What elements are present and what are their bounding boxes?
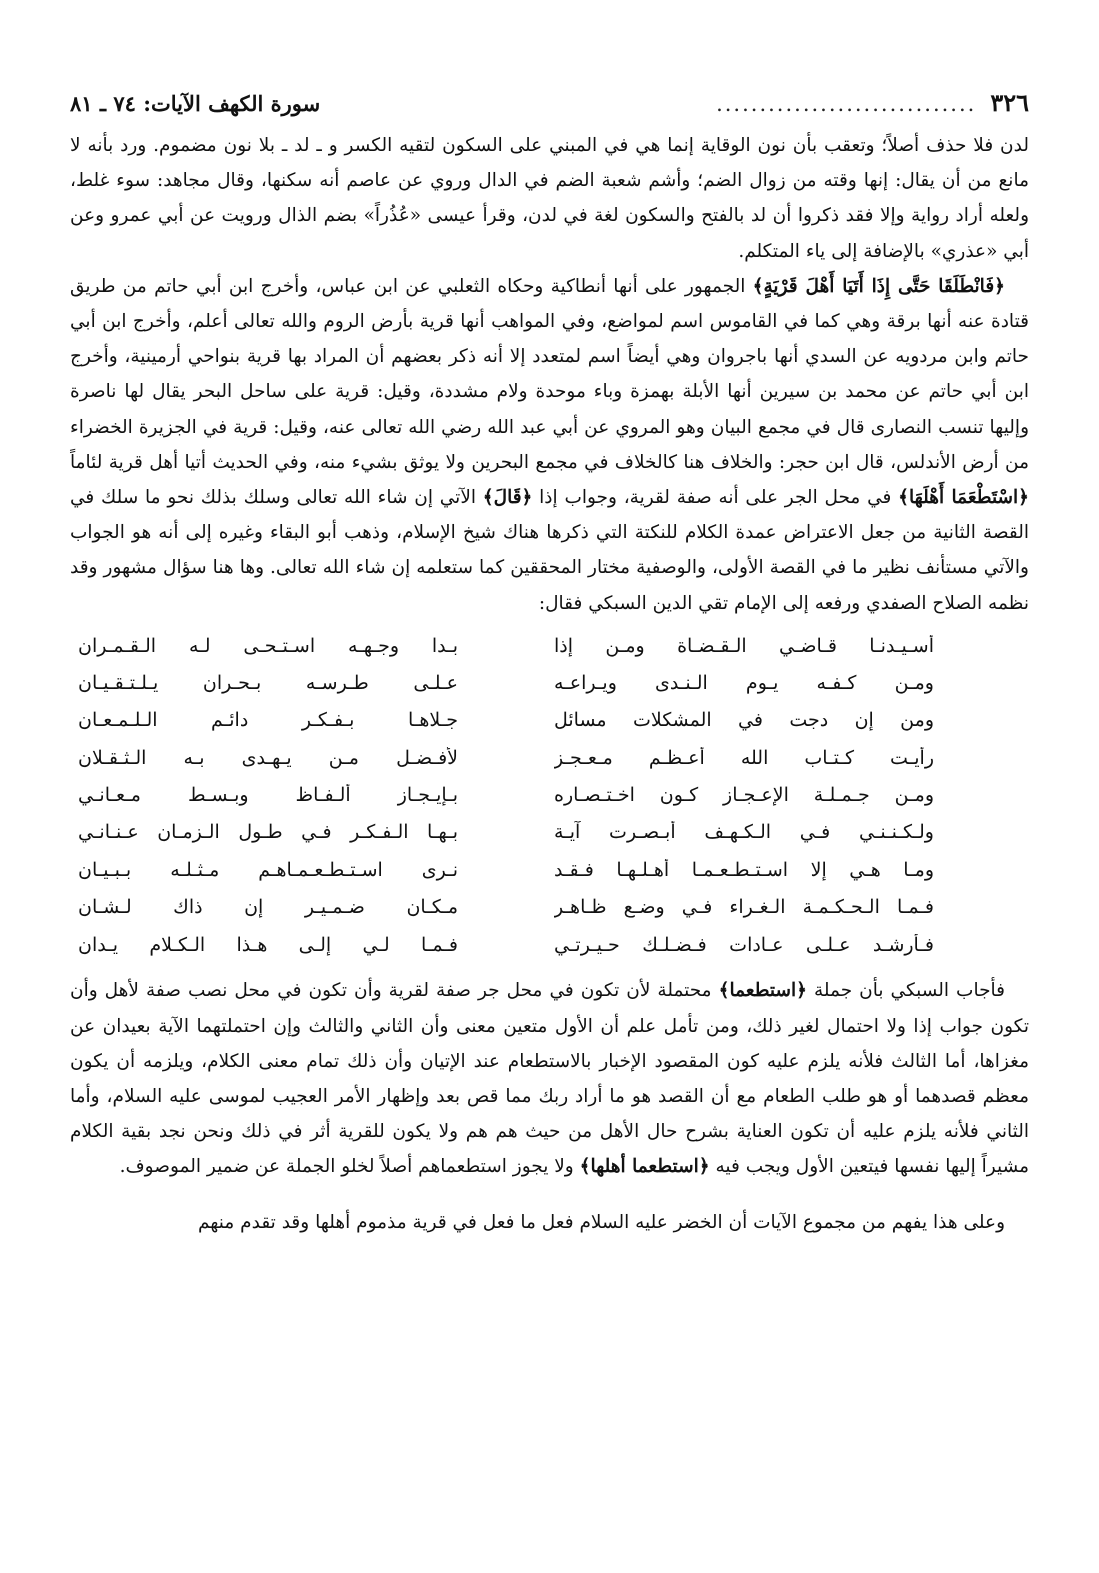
paragraph-2 xyxy=(70,269,1029,621)
poem-hemistich-left: عـلـى طـرسـه بـحـران يـلـتـقـيـان xyxy=(78,671,458,694)
poem-hemistich-right: ومن إن دجت في المشكلات مسائل xyxy=(554,709,934,732)
poem-hemistich-left: جـلاهـا بـفـكـر دائـم الـلـمـعـان xyxy=(78,709,458,732)
poem-verse xyxy=(70,664,1029,701)
poem-hemistich-right: ومـا هـي إلا اسـتـطـعـمـا أهـلـهـا فـقـد xyxy=(554,858,934,881)
paragraph-2-text-b: في محل الجر على أنه صفة لقرية، وجواب إذا xyxy=(532,487,899,509)
quran-phrase-istatamaa-ahlaha: ﴿استطعما أهلها﴾ xyxy=(579,1156,710,1178)
poem-hemistich-left: فـمـا لـي إلـى هـذا الـكـلام يـدان xyxy=(78,933,458,956)
poem-hemistich-left: بـدا وجـهـه اسـتـحـى لـه الـقـمـران xyxy=(78,634,458,657)
poem-verse xyxy=(70,889,1029,926)
poem-hemistich-left: بـإيـجـاز ألـفـاظ وبـسـط مـعـانـي xyxy=(78,784,458,807)
page-header xyxy=(70,88,1029,128)
poem-hemistich-left: مـكـان ضـمـيـر إن ذاك لـشـان xyxy=(78,896,458,919)
poem-verse xyxy=(70,702,1029,739)
poem-verse xyxy=(70,739,1029,776)
paragraph-1 xyxy=(70,128,1029,269)
poem-verse xyxy=(70,627,1029,664)
paragraph-3 xyxy=(70,973,1029,1184)
poem-hemistich-right: أسـيـدنـا قـاضـي الـقـضـاة ومـن إذا xyxy=(554,634,934,657)
document-page xyxy=(70,88,1029,1240)
page-number: ٣٢٦ xyxy=(990,88,1029,117)
poem-hemistich-right: فـأرشـد عـلـى عـادات فـضـلـك حـيـرتـي xyxy=(554,933,934,956)
paragraph-4-text: وعلى هذا يفهم من مجموع الآيات أن الخضر عليه السلام فعل ما فعل في قرية مذموم أهلها وقد تقدم منهم xyxy=(197,1211,1005,1233)
quran-word-istatamaa: ﴿استطعما﴾ xyxy=(718,980,807,1002)
poem-hemistich-left: لأفـضـل مـن يـهـدى بـه الـثـقـلان xyxy=(78,746,458,769)
poem-hemistich-right: ولـكـنـنـي فـي الـكـهـف أبـصـرت آيـة xyxy=(554,821,934,844)
quran-verse-qala: ﴿قَالَ﴾ xyxy=(482,487,533,509)
paragraph-3-text-b: محتملة لأن تكون في محل جر صفة لقرية وأن تكون في محل نصب صفة لأهل وأن تكون جواب إذا ولا احتمال لغير ذلك، ومن تأمل علم أن الأول متعين معنى وأن الثاني والثالث وإن احتملتهما الآية بعيدان عن مغزاها، أما الثالث فلأنه يلزم عليه كون المقصود الإخبار بالاستطعام عند الإتيان وأن ذلك تمام معنى الكلام، ويلزمه أن يكون معظم قصدهما أو هو طلب الطعام مع أن القصد هو ما أراد ربك مما قص بعد وإظهار الأمر العجيب لموسى عليه السلام، وأما الثاني فلأنه يلزم عليه أن تكون العناية بشرح حال الأهل من حيث هم هم ولا يكون للقرية أثر في ذلك ونحن نجد بقية الكلام مشيراً إليها نفسها فيتعين الأول ويجب فيه xyxy=(70,980,1029,1178)
paragraph-2-text-a: الجمهور على أنها أنطاكية وحكاه الثعلبي عن ابن عباس، وأخرج ابن أبي حاتم من طريق قتادة عنه أنها برقة وهي كما في القاموس اسم لمواضع، وفي المواهب أنها قرية بأرض الروم والله تعالى أعلم، وأخرج ابن أبي حاتم وابن مردويه عن السدي أنها باجروان وهي أيضاً اسم لمتعدد إلا أنه ذكر بعضهم أن المراد بها قرية بنواحي أرمينية، وأخرج ابن أبي حاتم عن محمد بن سيرين أنها الأبلة بهمزة وباء موحدة ولام مشددة، وقيل: قرية على ساحل البحر يقال لها ناصرة وإليها تنسب النصارى قال في مجمع البيان وهو المروي عن أبي عبد الله رضي الله تعالى عنه، وقيل: قرية في الجزيرة الخضراء من أرض الأندلس، قال ابن حجر: والخلاف هنا كالخلاف في مجمع البحرين ولا يوثق بشيء منه، وفي الحديث أتيا أهل قرية لئاماً xyxy=(70,275,1029,473)
poem-hemistich-right: رأيـت كـتـاب الله أعـظـم مـعـجـز xyxy=(554,746,934,769)
header-leader-dots: .............................. xyxy=(716,92,977,116)
poem-hemistich-left: بـهـا الـفـكـر فـي طـول الـزمـان عـنـانـي xyxy=(78,821,458,844)
poem-verse xyxy=(70,851,1029,888)
paragraph-4 xyxy=(70,1205,1029,1240)
quran-verse-istatamaa: ﴿اسْتَطْعَمَا أَهْلَهَا﴾ xyxy=(898,487,1030,509)
paragraph-1-text: لدن فلا حذف أصلاً؛ وتعقب بأن نون الوقاية إنما هي في المبني على السكون لتقيه الكسر و ـ لد ـ بلا نون مضموم. ورد بأنه لا مانع من أن يقال: إنها وقته من زوال الضم؛ وأشم شعبة الضم في الدال وروي عن عاصم أنه سكنها، وقال مجاهد: سوء غلط، ولعله أراد رواية وإلا فقد ذكروا أن لد بالفتح والسكون لغة في لدن، وقرأ عيسى «عُذُراً» بضم الذال ورويت عن أبي عمرو وعن أبي «عذري» بالإضافة إلى ياء المتكلم. xyxy=(70,135,1029,262)
quran-verse-fantalaqa: ﴿فَانْطَلَقَا حَتَّى إِذَا أَتَيَا أَهْلَ قَرْيَةٍ﴾ xyxy=(752,275,1006,297)
poem-verse xyxy=(70,776,1029,813)
poem-hemistich-left: نـرى اسـتـطـعـمـاهـم مـثـلـه بـبـيـان xyxy=(78,858,458,881)
paragraph-2-text-c: الآتي إن شاء الله تعالى وسلك بذلك نحو ما سلك في القصة الثانية من جعل الاعتراض عمدة الكلام للنكتة التي ذكرها هناك شيخ الإسلام، وذهب أبو البقاء وغيره إلى أنه هو الجواب والآتي مستأنف نظير ما في القصة الأولى، والوصفية مختار المحققين كما ستعلمه إن شاء الله تعالى. وها هنا سؤال مشهور وقد نظمه الصلاح الصفدي ورفعه إلى الإمام تقي الدين السبكي فقال: xyxy=(70,487,1029,614)
poem xyxy=(70,627,1029,964)
poem-verse xyxy=(70,926,1029,963)
poem-verse xyxy=(70,814,1029,851)
poem-hemistich-right: ومـن جـمـلـة الإعـجـاز كـون اخـتـصـاره xyxy=(554,784,934,807)
poem-hemistich-right: فـمـا الـحـكـمـة الـغـراء فـي وضـع ظـاهـر xyxy=(554,896,934,919)
poem-hemistich-right: ومـن كـفـه يـوم الـنـدى ويـراعـه xyxy=(554,671,934,694)
surah-title: سورة الكهف الآيات: ٧٤ ـ ٨١ xyxy=(70,91,321,116)
paragraph-3-text-c: ولا يجوز استطعماهم أصلاً لخلو الجملة عن ضمير الموصوف. xyxy=(119,1156,580,1178)
paragraph-3-text-a: فأجاب السبكي بأن جملة xyxy=(806,980,1006,1002)
